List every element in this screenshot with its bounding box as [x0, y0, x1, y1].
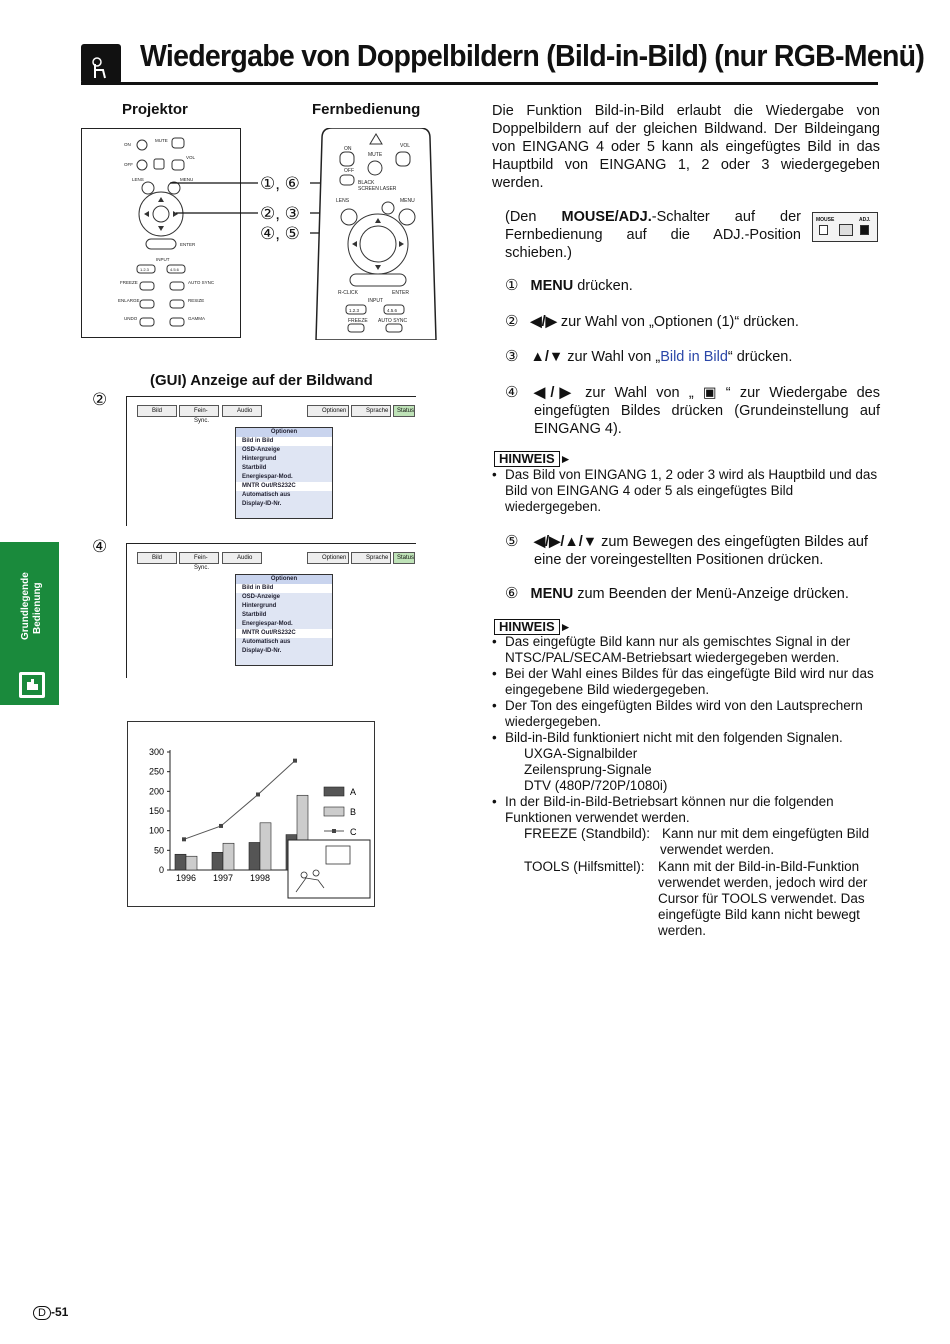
svg-text:ON: ON — [344, 146, 352, 152]
svg-text:MUTE: MUTE — [368, 152, 383, 158]
step-text: zum Beenden der Menü-Anzeige drücken. — [573, 586, 849, 602]
step-text: zur Wahl von „ — [563, 349, 661, 365]
menu-item[interactable]: Startbild — [242, 612, 267, 618]
switch-note — [505, 208, 801, 262]
y-tick-label: 50 — [153, 845, 164, 856]
svg-text:BLACK: BLACK — [358, 180, 375, 186]
step-4 — [505, 384, 880, 438]
signal-list — [524, 746, 667, 794]
inset-picture — [288, 840, 370, 898]
menu-item[interactable]: Display-ID-Nr. — [242, 501, 282, 507]
options-menu-2 — [235, 574, 333, 666]
menu-item[interactable]: Startbild — [242, 465, 267, 471]
chart — [128, 722, 374, 906]
hand-icon — [19, 672, 45, 698]
freeze-text: Kann nur mit dem eingefügten Bild verwendet werden. — [660, 826, 870, 857]
freeze-label: FREEZE (Standbild): — [524, 826, 651, 841]
svg-text:FREEZE: FREEZE — [348, 318, 368, 324]
section-icon — [81, 44, 121, 84]
svg-text:INPUT: INPUT — [368, 298, 383, 304]
gui-mark-4: ④ — [92, 537, 108, 556]
step-key: ◀/▶/▲/▼ — [534, 534, 598, 550]
menu-item[interactable]: MNTR Out/RS232C — [236, 482, 332, 491]
legend-swatch-marker — [332, 829, 336, 833]
svg-text:1.2.3: 1.2.3 — [140, 267, 149, 272]
bar-b — [223, 843, 234, 870]
switch-note-post: -Schalter auf der Fernbedienung auf die ADJ.-Position schieben.) — [505, 209, 801, 261]
tools-text: Kann mit der Bild-in-Bild-Funktion verwendet werden, jedoch wird der Cursor für TOOLS verwendet. Das eingefügte Bild kann nicht bewegt werden. — [658, 859, 868, 938]
svg-text:ENTER: ENTER — [392, 290, 409, 296]
bar-b — [260, 823, 271, 870]
step-key: MENU — [530, 278, 574, 294]
svg-text:ENLARGE: ENLARGE — [118, 298, 140, 303]
legend-label: C — [350, 827, 357, 837]
switch-label-adj: ADJ. — [859, 217, 871, 223]
x-tick-label: 1996 — [175, 873, 197, 883]
step-num: ⑥ — [505, 585, 519, 602]
step-5 — [505, 533, 880, 569]
y-tick-label: 200 — [148, 786, 164, 797]
menu-item[interactable]: MNTR Out/RS232C — [236, 629, 332, 638]
menu-tab-optionen[interactable]: Optionen — [307, 405, 349, 417]
bar-a — [175, 854, 186, 870]
step-text: drücken. — [573, 278, 633, 294]
menu-item[interactable]: Energiespar-Mod. — [242, 621, 293, 627]
remote-drawing — [312, 128, 440, 340]
side-tab-line1: Grundlegende — [20, 572, 31, 640]
svg-text:MUTE: MUTE — [155, 138, 168, 143]
menu-item[interactable]: Bild in Bild — [236, 437, 332, 446]
svg-text:LASER: LASER — [380, 186, 397, 192]
intro-text: Die Funktion Bild-in-Bild erlaubt die Wiedergabe von Doppelbildern auf der gleichen Bildwand. Der Bildeingang von EINGANG 4 oder 5 kann als eingefügtes Bild in das Hauptbild von EINGANG 1, 2 oder 3 wiedergegeben werden. — [492, 103, 880, 191]
note-item: • Bei der Wahl eines Bildes für das eingefügte Bild wird nur das eingegebene Bild wiedergegeben. — [492, 666, 880, 698]
menu-tab-fein-sync[interactable]: Fein-Sync. — [179, 552, 219, 564]
menu-tab-status[interactable]: Status — [393, 405, 415, 417]
svg-text:GAMMA: GAMMA — [188, 316, 206, 321]
menu-item[interactable]: Automatisch aus — [242, 639, 291, 645]
svg-text:VOL: VOL — [186, 155, 196, 160]
y-tick-label: 150 — [148, 806, 164, 816]
hinweis-badge-2: HINWEIS ► — [494, 618, 572, 636]
point-c — [219, 824, 223, 828]
menu-item[interactable]: OSD-Anzeige — [242, 594, 281, 600]
menu-tab-bild[interactable]: Bild — [137, 552, 177, 564]
signal-item: DTV (480P/720P/1080i) — [524, 778, 668, 793]
step-link: Bild in Bild — [660, 349, 728, 365]
step-num: ⑤ — [505, 533, 519, 550]
svg-text:OFF: OFF — [344, 168, 354, 174]
callout-3: ④, ⑤ — [260, 224, 300, 243]
x-tick-label: 1997 — [212, 873, 234, 883]
menu-tab-status[interactable]: Status — [393, 552, 415, 564]
point-c — [293, 759, 297, 763]
svg-text:1.2.3: 1.2.3 — [349, 308, 360, 313]
point-c — [182, 837, 186, 841]
point-c — [256, 792, 260, 796]
svg-text:ON: ON — [124, 142, 131, 147]
tools-label: TOOLS (Hilfsmittel): — [524, 859, 645, 874]
menu-tab-bild[interactable]: Bild — [137, 405, 177, 417]
signal-item: Zeilensprung-Signale — [524, 762, 652, 777]
callout-1: ①, ⑥ — [260, 174, 300, 193]
note-list-2 — [492, 634, 880, 746]
svg-text:4.5.6: 4.5.6 — [387, 308, 398, 313]
note-list-3 — [492, 794, 880, 826]
step-3 — [505, 348, 880, 366]
svg-text:AUTO SYNC: AUTO SYNC — [378, 318, 408, 324]
step-num: ① — [505, 277, 519, 294]
menu-tab-audio[interactable]: Audio — [222, 552, 262, 564]
step-num: ② — [505, 313, 519, 330]
hinweis-badge-1: HINWEIS ► — [494, 450, 572, 468]
menu-tab-fein-sync[interactable]: Fein-Sync. — [179, 405, 219, 417]
step-text: zum Bewegen des eingefügten Bildes auf eine der voreingestellten Positionen drücken. — [534, 534, 868, 568]
svg-text:VOL: VOL — [400, 143, 411, 149]
menu-tab-sprache[interactable]: Sprache — [351, 405, 391, 417]
legend-swatch — [324, 807, 344, 816]
gui-heading: (GUI) Anzeige auf der Bildwand — [150, 372, 373, 389]
mouse-adj-switch — [812, 212, 878, 242]
step-key: ▲/▼ — [530, 349, 564, 365]
gui-mark-2: ② — [92, 390, 108, 409]
options-menu-title: Optionen — [236, 575, 332, 584]
step-2 — [505, 313, 880, 331]
svg-text:4.5.6: 4.5.6 — [170, 267, 179, 272]
page-number-text: -51 — [50, 1305, 69, 1319]
options-menu-1 — [235, 427, 333, 519]
svg-text:MENU: MENU — [180, 177, 194, 182]
legend-swatch — [324, 787, 344, 796]
menu-tab-sprache[interactable]: Sprache — [351, 552, 391, 564]
svg-text:LENS: LENS — [336, 198, 350, 204]
chart-frame — [127, 721, 375, 907]
step-6 — [505, 585, 880, 603]
page-letter: D — [33, 1306, 51, 1320]
menu-tab-optionen[interactable]: Optionen — [307, 552, 349, 564]
step-key: ◀/▶ — [534, 385, 576, 401]
step-text: zur Wahl von „Optionen (1)“ drücken. — [556, 314, 799, 330]
page-title: Wiedergabe von Doppelbildern (Bild-in-Bild) (nur RGB-Menü) — [140, 38, 925, 73]
gui-screen-2 — [126, 543, 416, 678]
step-text: zur Wahl von „ ▣ “ zur Wiedergabe des eingefügten Bildes drücken (Grundeinstellung auf EINGANG 4). — [534, 385, 880, 437]
step-text-after: “ drücken. — [727, 349, 793, 365]
bar-a — [212, 852, 223, 870]
svg-text:OFF: OFF — [124, 162, 133, 167]
menu-item[interactable]: OSD-Anzeige — [242, 447, 281, 453]
step-num: ③ — [505, 348, 519, 365]
bar-b — [186, 856, 197, 870]
gui-screen-1 — [126, 396, 416, 526]
options-menu-title: Optionen — [236, 428, 332, 437]
svg-text:RESIZE: RESIZE — [188, 298, 205, 303]
svg-text:SCREEN: SCREEN — [358, 186, 379, 192]
title-rule — [81, 82, 878, 85]
note-list-1 — [492, 467, 880, 515]
note-item: • Der Ton des eingefügten Bildes wird von den Lautsprechern wiedergegeben. — [492, 698, 880, 730]
svg-text:LENS: LENS — [132, 177, 144, 182]
switch-label-mouse: MOUSE — [816, 217, 835, 223]
note-item: • Bild-in-Bild funktioniert nicht mit den folgenden Signalen. — [492, 730, 880, 746]
step-1 — [505, 277, 880, 295]
svg-text:AUTO SYNC: AUTO SYNC — [188, 280, 215, 285]
svg-text:UNDO: UNDO — [124, 316, 138, 321]
side-tab-text — [18, 572, 43, 760]
remote-label: Fernbedienung — [312, 101, 421, 118]
switch-note-pre: (Den — [505, 209, 562, 225]
step-key: MENU — [530, 586, 574, 602]
signal-item: UXGA-Signalbilder — [524, 746, 638, 761]
adj-icon — [860, 225, 869, 235]
menu-item[interactable]: Display-ID-Nr. — [242, 648, 282, 654]
svg-text:FREEZE: FREEZE — [120, 280, 138, 285]
bar-a — [249, 842, 260, 870]
mouse-icon — [819, 225, 828, 235]
page-number — [33, 1305, 68, 1320]
svg-text:R-CLICK: R-CLICK — [338, 290, 359, 296]
slider-icon — [839, 224, 853, 236]
note-item: • Das Bild von EINGANG 1, 2 oder 3 wird als Hauptbild und das Bild von EINGANG 4 oder 5 als eingefügtes Bild wiedergegeben. — [492, 467, 880, 515]
hinweis-label: HINWEIS — [494, 451, 560, 467]
side-tab-line2: Bedienung — [32, 582, 43, 634]
menu-item[interactable]: Automatisch aus — [242, 492, 291, 498]
y-tick-label: 100 — [148, 825, 164, 836]
legend-label: B — [350, 807, 357, 817]
note-item: • Das eingefügte Bild kann nur als gemischtes Signal in der NTSC/PAL/SECAM-Betriebsart wiedergegeben werden. — [492, 634, 880, 666]
hinweis-label: HINWEIS — [494, 619, 560, 635]
projector-label: Projektor — [122, 101, 188, 118]
y-tick-label: 0 — [158, 865, 164, 875]
svg-text:MENU: MENU — [400, 198, 415, 204]
menu-item[interactable]: Hintergrund — [242, 456, 277, 462]
svg-text:ENTER: ENTER — [180, 242, 196, 247]
x-tick-label: 1998 — [249, 873, 271, 883]
y-tick-label: 300 — [148, 747, 164, 757]
menu-item[interactable]: Bild in Bild — [236, 584, 332, 593]
menu-item[interactable]: Hintergrund — [242, 603, 277, 609]
line-c — [184, 761, 295, 840]
y-tick-label: 250 — [148, 766, 164, 777]
menu-item[interactable]: Energiespar-Mod. — [242, 474, 293, 480]
menu-tab-audio[interactable]: Audio — [222, 405, 262, 417]
legend-label: A — [350, 787, 357, 797]
note-item: • In der Bild-in-Bild-Betriebsart können nur die folgenden Funktionen verwendet werden. — [492, 794, 880, 826]
step-key: ◀/▶ — [530, 314, 557, 330]
callout-2: ②, ③ — [260, 204, 300, 223]
switch-note-bold: MOUSE/ADJ. — [561, 209, 652, 225]
step-num: ④ — [505, 384, 519, 401]
svg-text:INPUT: INPUT — [156, 257, 170, 262]
